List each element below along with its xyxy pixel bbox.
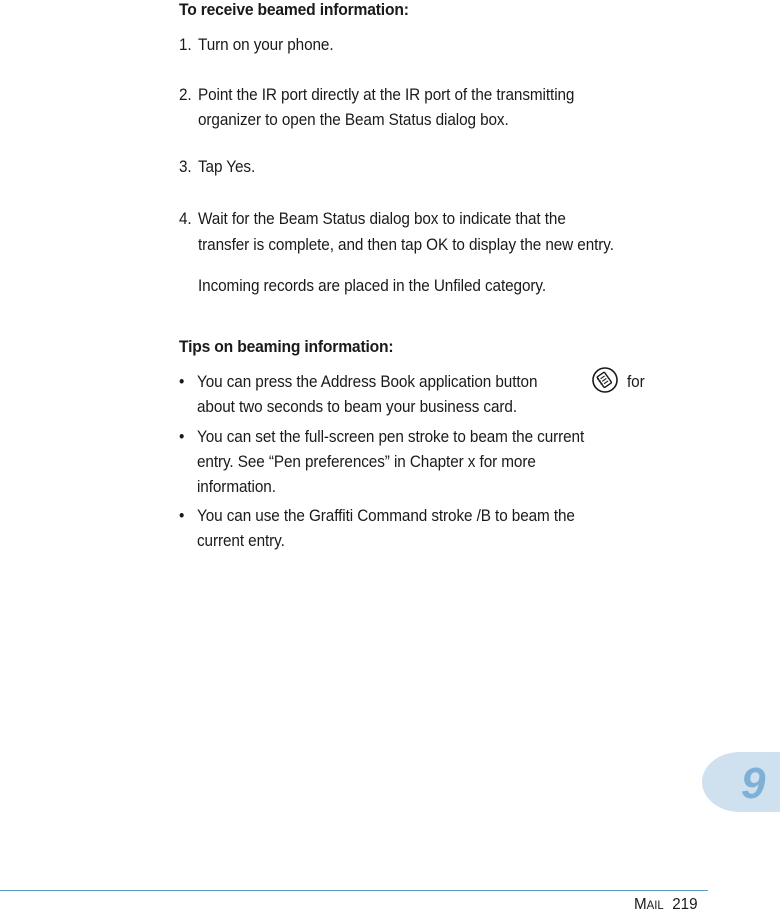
step-2-number: 2. — [179, 85, 192, 104]
step-4-number: 4. — [179, 209, 192, 228]
tips-heading: Tips on beaming information: — [179, 337, 394, 356]
tip-1-line-2: about two seconds to beam your business card. — [197, 397, 517, 416]
step-3-number: 3. — [179, 157, 192, 176]
step-3-line-1: Tap Yes. — [198, 157, 256, 176]
chapter-number: 9 — [741, 759, 766, 808]
tip-1-line-1: You can press the Address Book application button — [197, 372, 538, 391]
step-4-line-2: transfer is complete, and then tap OK to display the new entry. — [198, 235, 614, 254]
incoming-note: Incoming records are placed in the Unfiled category. — [198, 276, 546, 295]
page-number: 219 — [672, 896, 698, 913]
tip-3-bullet: • — [179, 506, 185, 525]
footer-label — [634, 896, 698, 914]
step-2-line-1: Point the IR port directly at the IR port of the transmitting — [198, 85, 575, 104]
address-book-button-icon — [591, 366, 619, 394]
tip-1-after-icon: for — [627, 372, 645, 391]
tip-2-line-2: entry. See “Pen preferences” in Chapter x for more — [197, 452, 536, 471]
step-4-line-1: Wait for the Beam Status dialog box to indicate that the — [198, 209, 566, 228]
step-2-line-2: organizer to open the Beam Status dialog box. — [198, 110, 509, 129]
step-1-line-1: Turn on your phone. — [198, 35, 334, 54]
tip-2-line-1: You can set the full-screen pen stroke to beam the current — [197, 427, 585, 446]
footer-rule — [0, 890, 708, 891]
tip-2-line-3: information. — [197, 477, 276, 496]
step-1-number: 1. — [179, 35, 192, 54]
footer-section-rest: AIL — [646, 898, 664, 912]
receive-heading: To receive beamed information: — [179, 0, 409, 19]
tip-1-bullet: • — [179, 372, 185, 391]
tip-3-line-1: You can use the Graffiti Command stroke /B to beam the — [197, 506, 575, 525]
chapter-tab — [700, 750, 780, 815]
tip-3-line-2: current entry. — [197, 531, 285, 550]
tip-2-bullet: • — [179, 427, 185, 446]
footer-section-first: M — [634, 896, 647, 913]
